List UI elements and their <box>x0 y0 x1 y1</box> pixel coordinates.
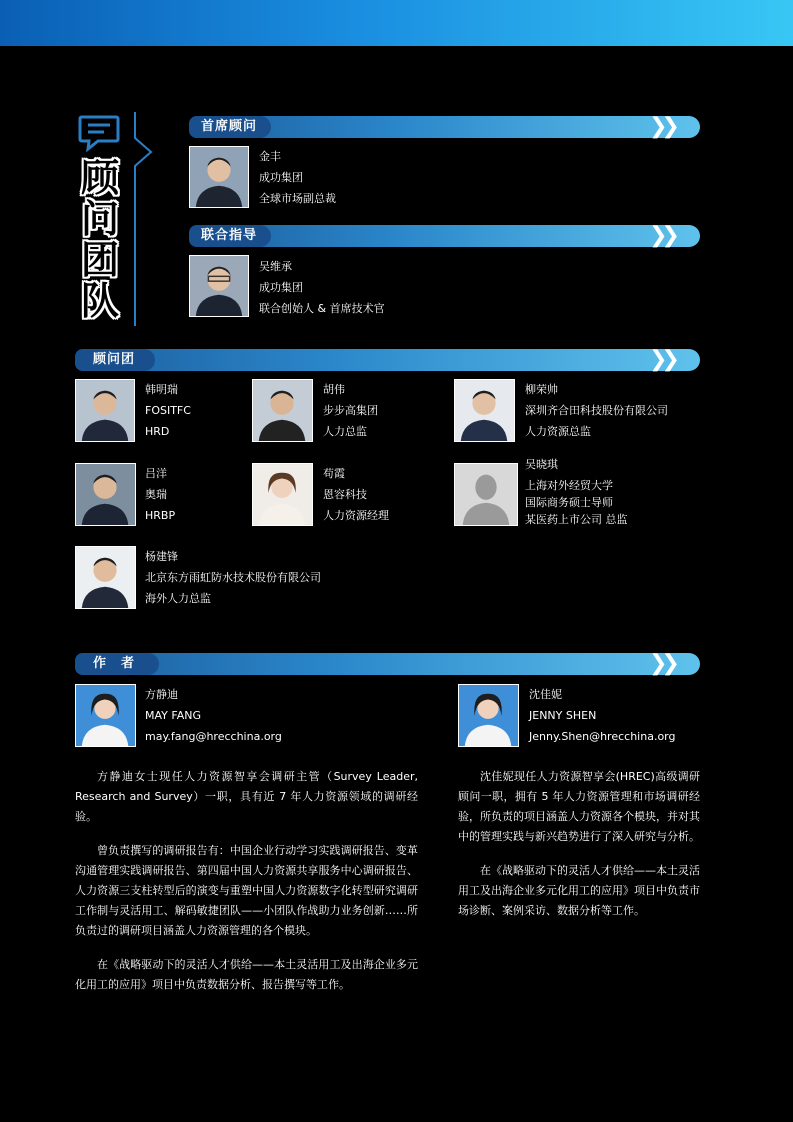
person-title: 人力总监 <box>323 425 367 438</box>
person-name: 胡伟 <box>323 383 345 396</box>
avatar <box>454 463 518 526</box>
bio-paragraph: 在《战略驱动下的灵活人才供给——本土灵活用工及出海企业多元化用工的应用》项目中负责市场诊断、案例采访、数据分析等工作。 <box>458 864 700 917</box>
person-title: HRBP <box>145 509 176 522</box>
person-title: HRD <box>145 425 170 438</box>
title-divider <box>133 112 153 326</box>
bio-paragraph: 沈佳妮现任人力资源智享会(HREC)高级调研顾问一职，拥有 5 年人力资源管理和市场调研经验，所负责的项目涵盖人力资源各个模块，并对其中的管理实践与新兴趋势进行了深入研究与分析。 <box>458 770 700 843</box>
title-char: 顾 <box>80 156 119 200</box>
board-member <box>145 379 191 442</box>
chevron-double-icon: ❯❯ <box>649 114 674 139</box>
person-company: 北京东方雨虹防水技术股份有限公司 <box>145 571 321 584</box>
avatar <box>252 379 313 442</box>
person-title: 全球市场副总裁 <box>259 192 336 205</box>
chevron-double-icon: ❯❯ <box>649 223 674 248</box>
person-name: 韩明瑞 <box>145 383 178 396</box>
section-bar-authors <box>75 653 700 675</box>
joint-info <box>259 256 385 319</box>
chevron-double-icon: ❯❯ <box>649 347 674 372</box>
avatar <box>75 463 136 526</box>
person-name: 方静迪 <box>145 688 178 701</box>
person-email: Jenny.Shen@hrecchina.org <box>529 730 676 743</box>
person-company: 上海对外经贸大学 <box>525 479 613 492</box>
person-name: 吕洋 <box>145 467 167 480</box>
avatar <box>75 379 135 442</box>
bio-paragraph: 在《战略驱动下的灵活人才供给——本土灵活用工及出海企业多元化用工的应用》项目中负责数据分析、报告撰写等工作。 <box>75 958 418 991</box>
board-member <box>145 463 175 526</box>
section-bar-joint <box>189 225 700 247</box>
person-en-name: JENNY SHEN <box>529 709 597 722</box>
avatar <box>189 255 249 317</box>
board-member <box>525 456 628 528</box>
person-company: 恩容科技 <box>323 488 367 501</box>
person-title: 联合创始人 & 首席技术官 <box>259 302 385 315</box>
person-name: 金丰 <box>259 150 281 163</box>
person-title: 海外人力总监 <box>145 592 211 605</box>
person-name: 苟霞 <box>323 467 345 480</box>
person-name: 柳荣帅 <box>525 383 558 396</box>
section-bar-chief <box>189 116 700 138</box>
avatar <box>189 146 249 208</box>
person-title: 某医药上市公司 总监 <box>525 513 628 526</box>
person-name: 吴晓琪 <box>525 458 558 471</box>
person-email: may.fang@hrecchina.org <box>145 730 282 743</box>
bio-paragraph: 方静迪女士现任人力资源智享会调研主管（Survey Leader, Research and Survey）一职，具有近 7 年人力资源领域的调研经验。 <box>75 770 418 823</box>
board-member <box>145 546 321 609</box>
person-name: 沈佳妮 <box>529 688 562 701</box>
big-title <box>75 158 125 322</box>
avatar <box>252 463 313 526</box>
person-title: 人力资源经理 <box>323 509 389 522</box>
board-member <box>525 379 668 442</box>
person-en-name: MAY FANG <box>145 709 201 722</box>
chat-icon <box>78 114 120 152</box>
title-char: 队 <box>80 279 119 323</box>
author-info <box>145 684 282 747</box>
author-bio-left <box>75 767 418 1009</box>
person-title: 人力资源总监 <box>525 425 591 438</box>
avatar <box>75 684 136 747</box>
board-member <box>323 379 378 442</box>
person-name: 吴维承 <box>259 260 292 273</box>
person-name: 杨建锋 <box>145 550 178 563</box>
section-bar-board <box>75 349 700 371</box>
section-label: 作 者 <box>75 653 159 675</box>
chief-info <box>259 146 336 209</box>
section-label: 首席顾问 <box>189 116 271 138</box>
person-company: 深圳齐合田科技股份有限公司 <box>525 404 668 417</box>
person-company: 步步高集团 <box>323 404 378 417</box>
chevron-double-icon: ❯❯ <box>649 651 674 676</box>
section-label: 顾问团 <box>75 349 155 371</box>
author-info <box>529 684 675 747</box>
avatar <box>454 379 515 442</box>
board-member <box>323 463 389 526</box>
person-company: 成功集团 <box>259 281 303 294</box>
person-title: 国际商务硕士导师 <box>525 496 613 509</box>
author-bio-right <box>458 767 700 935</box>
person-company: 奥瑞 <box>145 488 167 501</box>
avatar <box>458 684 519 747</box>
title-char: 团 <box>80 238 119 282</box>
top-band <box>0 0 793 46</box>
avatar <box>75 546 136 609</box>
section-label: 联合指导 <box>189 225 271 247</box>
title-char: 问 <box>80 197 119 241</box>
person-company: 成功集团 <box>259 171 303 184</box>
person-company: FOSITFC <box>145 404 191 417</box>
bio-paragraph: 曾负责撰写的调研报告有：中国企业行动学习实践调研报告、变革沟通管理实践调研报告、第四届中国人力资源共享服务中心调研报告、人力资源三支柱转型后的演变与重塑中国人力资源数字化转型研究调研工作制与灵活用工、解码敏捷团队——小团队作战助力业务创新……所负责过的调研项目涵盖人力资源管理的各个模块。 <box>75 844 418 937</box>
placeholder-person-icon <box>455 464 517 525</box>
